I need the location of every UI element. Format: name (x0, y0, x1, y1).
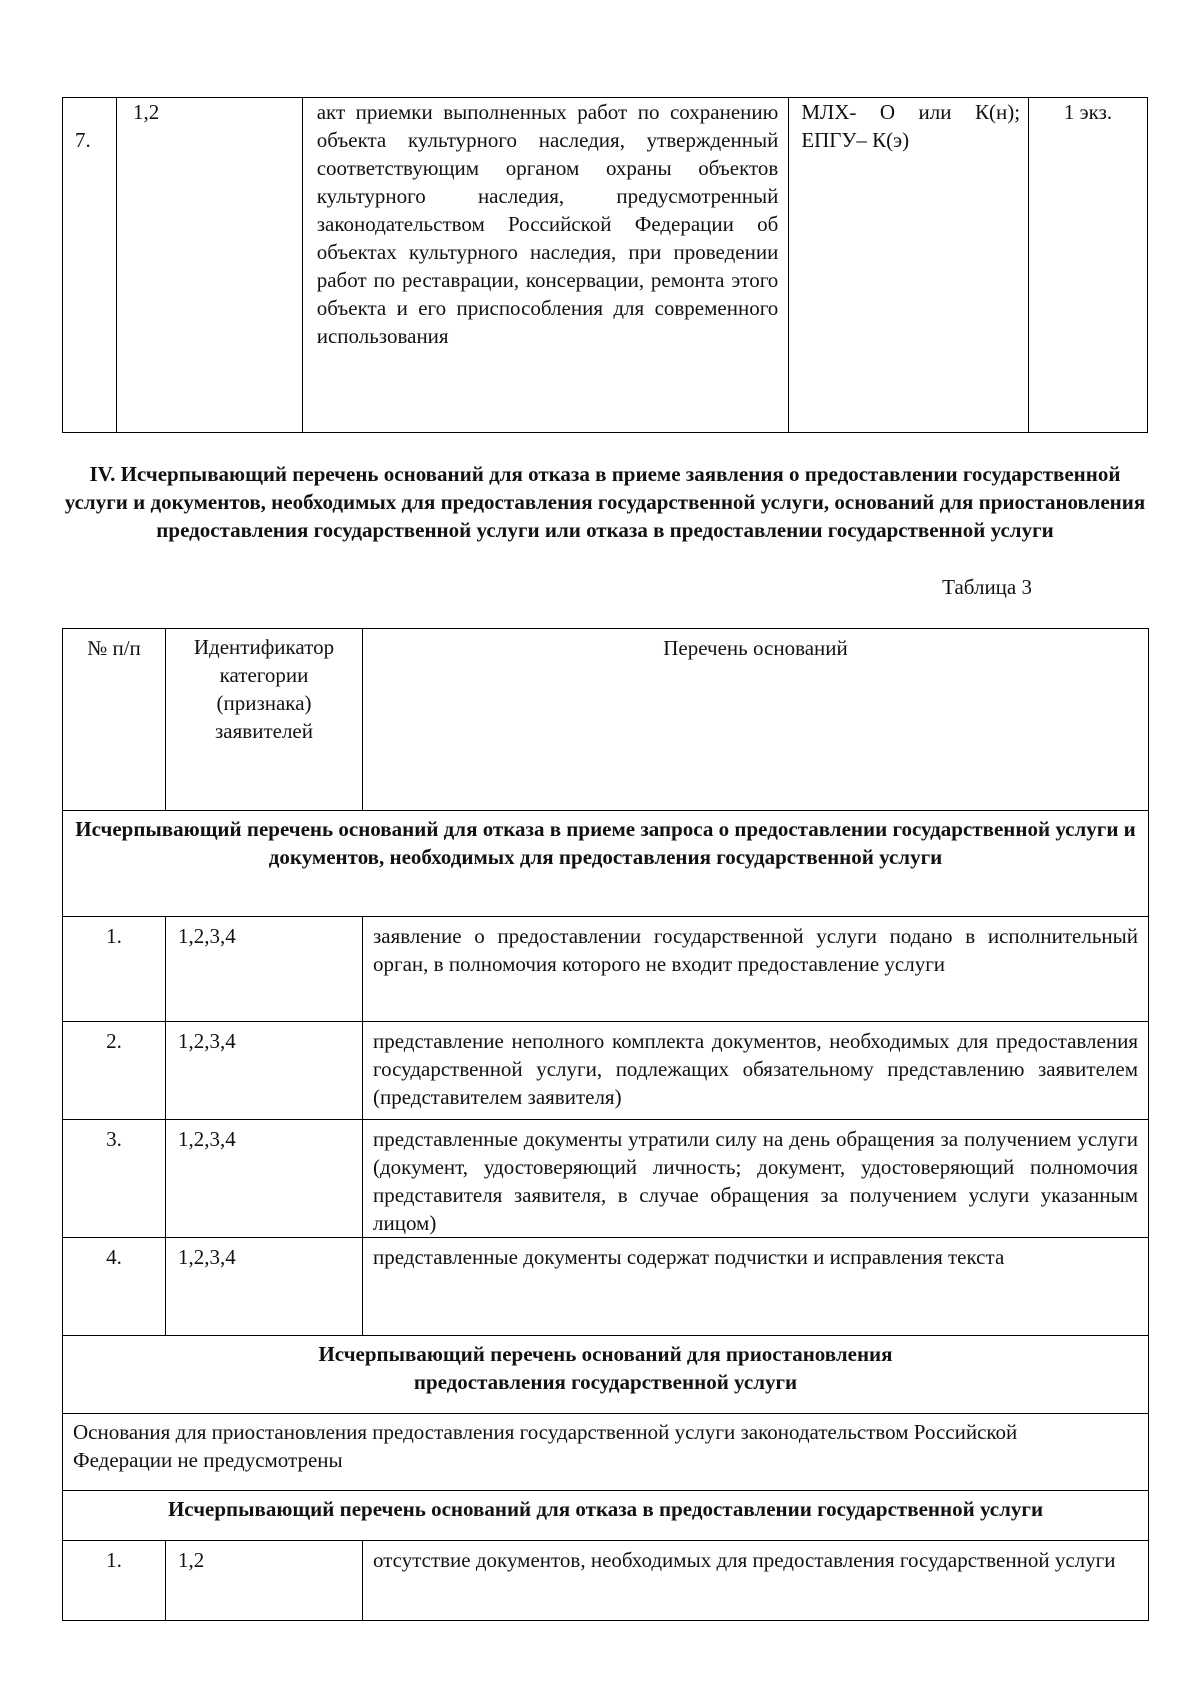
refusal-accept-title: Исчерпывающий перечень оснований для отказа в приеме запроса о предоставлении государственной услуги и документов, необходимых для предоставления государственной услуги (63, 811, 1149, 917)
table-header-row (63, 629, 1149, 811)
table-row (63, 98, 1148, 433)
row-number: 7. (63, 98, 117, 433)
table-row (63, 1022, 1149, 1120)
table-row (63, 1120, 1149, 1238)
document-name: акт приемки выполненных работ по сохранению объекта культурного наследия, утвержденный соответствующим органом охраны объектов культурного наследия, предусмотренный законодательством Российской Федерации об объектах культурного наследия, при проведении работ по реставрации, консервации, ремонта этого объекта и его приспособления для современного использования (302, 98, 789, 433)
row-number: 1. (63, 1541, 166, 1621)
table-row (63, 917, 1149, 1022)
category-ids: 1,2 (166, 1541, 363, 1621)
header-reasons: Перечень оснований (363, 629, 1149, 811)
table-label: Таблица 3 (942, 575, 1032, 599)
section-heading: IV. Исчерпывающий перечень оснований для отказа в приеме заявления о предоставлении государственной услуги и документов, необходимых для предоставления государственной услуги, оснований для приостановления предоставления государственной услуги или отказа в предоставлении государственной услуги (64, 462, 1146, 542)
table-row (63, 1238, 1149, 1336)
row-number: 1. (63, 917, 166, 1022)
section-row (63, 1491, 1149, 1541)
section-row (63, 811, 1149, 917)
row-number: 2. (63, 1022, 166, 1120)
document-form: МЛХ- О или К(н); ЕПГУ– К(э) (789, 98, 1029, 433)
category-ids: 1,2,3,4 (166, 1022, 363, 1120)
refusal-service-title: Исчерпывающий перечень оснований для отказа в предоставлении государственной услуги (63, 1491, 1149, 1541)
suspension-text: Основания для приостановления предоставления государственной услуги законодательством Российской Федерации не предусмотрены (63, 1414, 1149, 1491)
row-number: 3. (63, 1120, 166, 1238)
row-number: 4. (63, 1238, 166, 1336)
suspension-title: Исчерпывающий перечень оснований для приостановления предоставления государственной услуги (63, 1336, 1149, 1414)
category-ids: 1,2,3,4 (166, 1120, 363, 1238)
reason-text: представленные документы утратили силу на день обращения за получением услуги (документ, удостоверяющий личность; документ, удостоверяющий полномочия представителя заявителя, в случае обращения за получением услуги указанным лицом) (363, 1120, 1149, 1238)
header-num: № п/п (63, 629, 166, 811)
category-ids: 1,2,3,4 (166, 1238, 363, 1336)
table-row (63, 1541, 1149, 1621)
reason-text: заявление о предоставлении государственной услуги подано в исполнительный орган, в полномочия которого не входит предоставление услуги (363, 917, 1149, 1022)
table-row (63, 1414, 1149, 1491)
reason-text: отсутствие документов, необходимых для предоставления государственной услуги (363, 1541, 1149, 1621)
reason-text: представление неполного комплекта документов, необходимых для предоставления государственной услуги, подлежащих обязательному представлению заявителем (представителем заявителя) (363, 1022, 1149, 1120)
category-ids: 1,2 (116, 98, 302, 433)
category-ids: 1,2,3,4 (166, 917, 363, 1022)
reason-text: представленные документы содержат подчистки и исправления текста (363, 1238, 1149, 1336)
document-quantity: 1 экз. (1029, 98, 1148, 433)
section-row (63, 1336, 1149, 1414)
grounds-table (62, 628, 1149, 1621)
documents-table-continuation (62, 97, 1148, 433)
header-category: Идентификатор категории (признака) заявителей (166, 629, 363, 811)
